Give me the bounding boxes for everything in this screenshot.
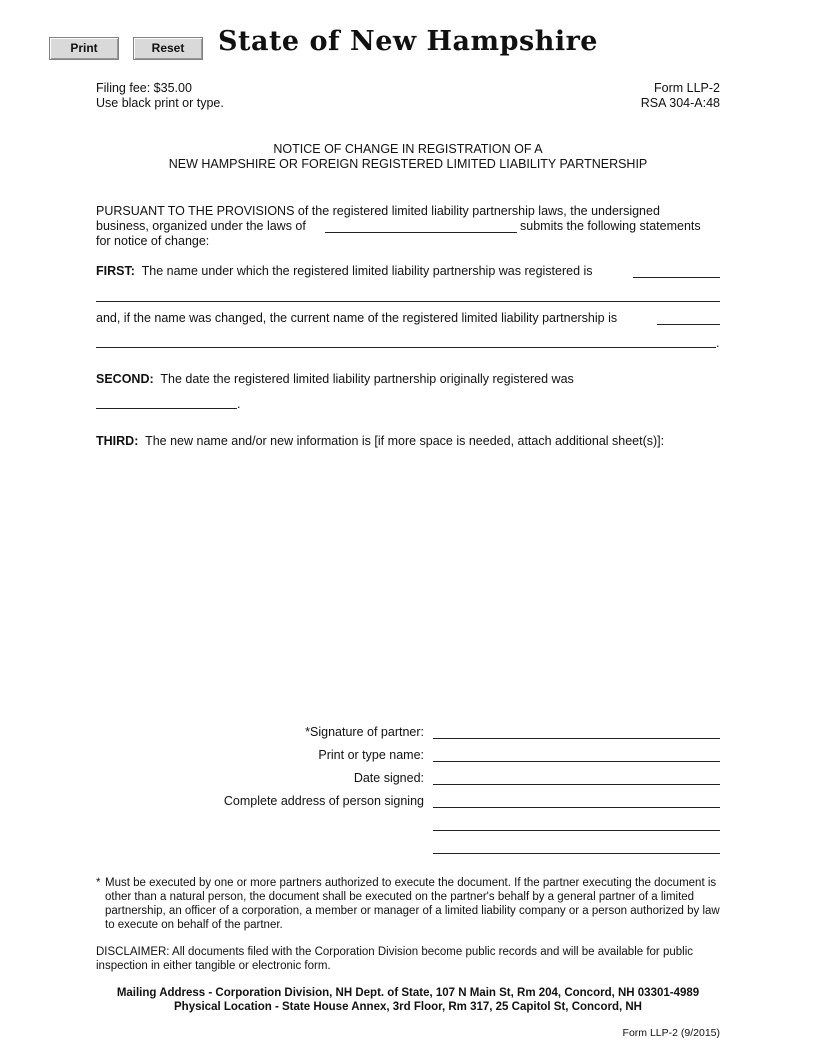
address-field-line1[interactable] xyxy=(433,807,720,808)
first-section xyxy=(96,264,593,278)
address-label: Complete address of person signing xyxy=(223,794,424,808)
first-end-period: . xyxy=(716,336,720,350)
second-end-period: . xyxy=(237,397,241,411)
address-field-line3[interactable] xyxy=(433,853,720,854)
pursuant-line1: PURSUANT TO THE PROVISIONS of the registered limited liability partnership laws, the undersigned xyxy=(96,204,660,218)
form-id: Form LLP-2 xyxy=(654,81,720,95)
pursuant-line3: for notice of change: xyxy=(96,234,210,248)
mailing-address: Mailing Address - Corporation Division, NH Dept. of State, 107 N Main St, Rm 204, Concord, NH 03301-4989 xyxy=(116,987,700,999)
current-name-text: and, if the name was changed, the current name of the registered limited liability partnership is xyxy=(96,311,618,325)
page-title: State of New Hampshire xyxy=(218,26,598,57)
filing-fee: Filing fee: $35.00 xyxy=(96,81,192,95)
current-name-field[interactable] xyxy=(657,324,720,325)
print-button[interactable]: Print xyxy=(49,37,119,60)
third-text: The new name and/or new information is [if more space is needed, attach additional sheet(s)]: xyxy=(145,434,665,448)
current-name-field-continued[interactable] xyxy=(96,347,716,348)
new-information-field[interactable] xyxy=(96,452,720,712)
address-field-line2[interactable] xyxy=(433,830,720,831)
pursuant-line2-pre: business, organized under the laws of xyxy=(96,219,306,233)
date-signed-label: Date signed: xyxy=(353,771,424,785)
third-label: THIRD: xyxy=(96,434,139,448)
first-text: The name under which the registered limited liability partnership was registered is xyxy=(141,264,593,278)
footnote-text: Must be executed by one or more partners authorized to execute the document. If the partner executing the document is other than a natural person, the document shall be executed on the partner's behalf by a general partner of a limited partnership, an officer of a corporation, a member or manager of a limited liability company or a person authorized by law to execute on behalf of the partner. xyxy=(105,877,720,931)
notice-heading-line1: NOTICE OF CHANGE IN REGISTRATION OF A xyxy=(273,142,543,156)
disclaimer: DISCLAIMER: All documents filed with the Corporation Division become public records and will be available for public inspection in either tangible or electronic form. xyxy=(96,946,694,972)
registered-name-field[interactable] xyxy=(633,277,720,278)
second-label: SECOND: xyxy=(96,372,154,386)
first-label: FIRST: xyxy=(96,264,135,278)
second-section xyxy=(96,372,574,386)
signature-label: *Signature of partner: xyxy=(305,725,424,739)
registered-name-field-continued[interactable] xyxy=(96,301,720,302)
date-signed-field[interactable] xyxy=(433,784,720,785)
physical-location: Physical Location - State House Annex, 3rd Floor, Rm 317, 25 Capitol St, Concord, NH xyxy=(174,1001,642,1013)
print-name-label: Print or type name: xyxy=(318,748,424,762)
footnote-marker: * xyxy=(96,877,101,889)
third-section xyxy=(96,434,664,448)
signature-field[interactable] xyxy=(433,738,720,739)
pursuant-line2-post: submits the following statements xyxy=(520,219,701,233)
print-instructions: Use black print or type. xyxy=(96,96,224,110)
print-name-field[interactable] xyxy=(433,761,720,762)
reset-button[interactable]: Reset xyxy=(133,37,203,60)
state-of-organization-field[interactable] xyxy=(325,232,517,233)
statute-reference: RSA 304-A:48 xyxy=(640,96,720,110)
form-footer: Form LLP-2 (9/2015) xyxy=(622,1027,720,1039)
original-registration-date-field[interactable] xyxy=(96,408,237,409)
notice-heading-line2: NEW HAMPSHIRE OR FOREIGN REGISTERED LIMITED LIABILITY PARTNERSHIP xyxy=(168,157,648,171)
second-text: The date the registered limited liability partnership originally registered was xyxy=(160,372,574,386)
